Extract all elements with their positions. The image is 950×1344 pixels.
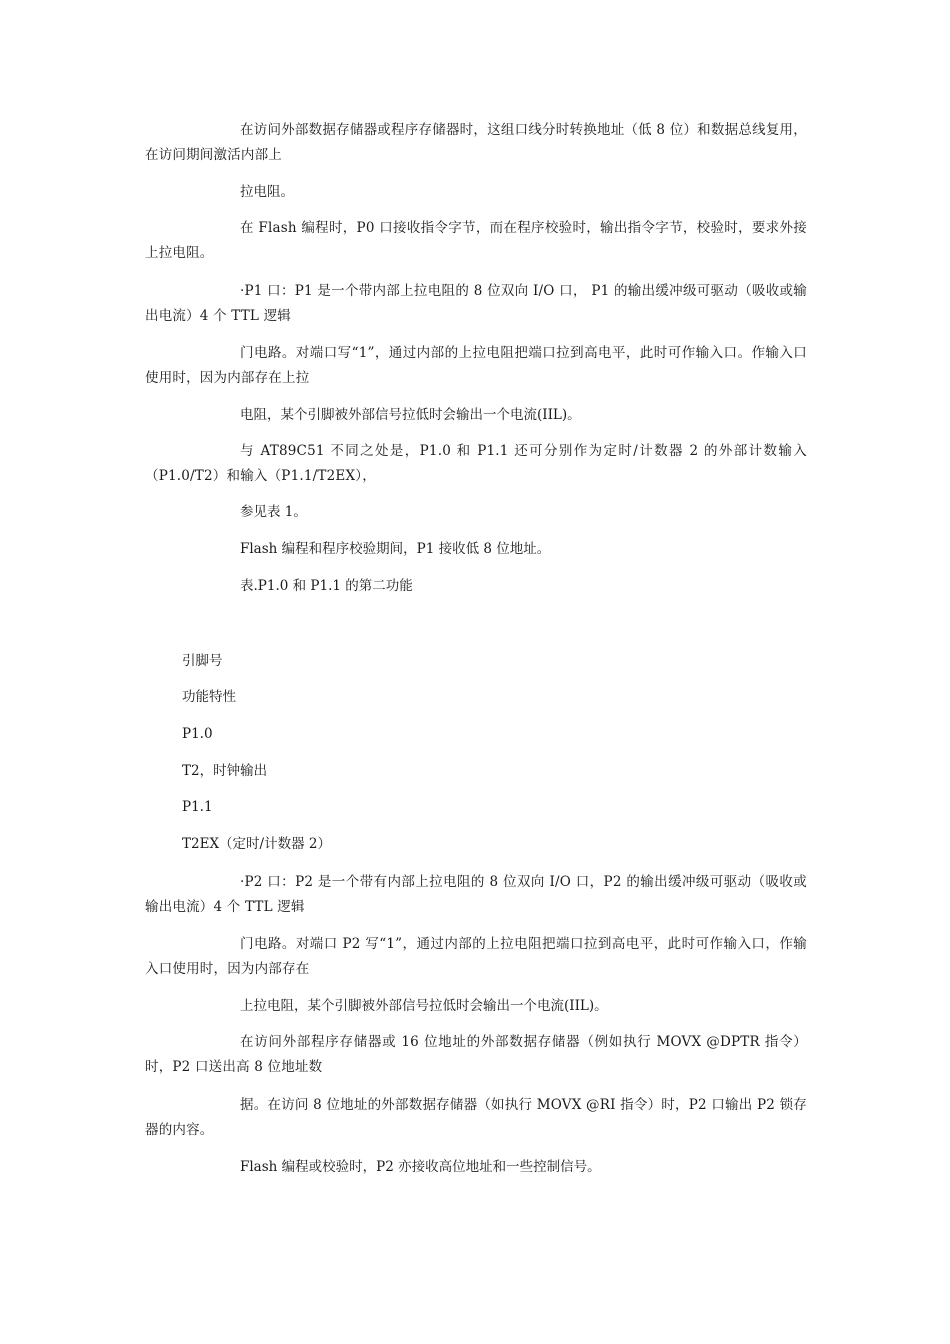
paragraph-p1-port: ·P1 口：P1 是一个带内部上拉电阻的 8 位双向 I/O 口， P1 的输出缓冲级可驱动（吸收或输出电流）4 个 TTL 逻辑 — [145, 283, 807, 324]
paragraph-at89c51-diff: 与 AT89C51 不同之处是，P1.0 和 P1.1 还可分别作为定时/计数器 2 的外部计数输入（P1.0/T2）和输入（P1.1/T2EX）， — [145, 443, 807, 484]
table-row1-function: T2，时钟输出 — [182, 763, 268, 779]
paragraph-flash-p0: 在 Flash 编程时，P0 口接收指令字节，而在程序校验时，输出指令字节，校验时，要求外接上拉电阻。 — [145, 220, 807, 261]
table-header-pin: 引脚号 — [182, 653, 223, 669]
paragraph-p2-port: ·P2 口：P2 是一个带有内部上拉电阻的 8 位双向 I/O 口，P2 的输出缓冲级可驱动（吸收或输出电流）4 个 TTL 逻辑 — [145, 874, 807, 915]
paragraph-p1-iil: 电阻，某个引脚被外部信号拉低时会输出一个电流(IIL)。 — [240, 407, 581, 423]
paragraph-p0-multiplex: 在访问外部数据存储器或程序存储器时，这组口线分时转换地址（低 8 位）和数据总线复用，在访问期间激活内部上 — [145, 122, 807, 163]
table-row2-function: T2EX（定时/计数器 2） — [182, 836, 331, 852]
paragraph-pullup: 拉电阻。 — [240, 184, 294, 200]
paragraph-flash-p1: Flash 编程和程序校验期间，P1 接收低 8 位地址。 — [240, 541, 551, 557]
table-header-function: 功能特性 — [182, 689, 236, 705]
paragraph-p1-gate: 门电路。对端口写“1”，通过内部的上拉电阻把端口拉到高电平，此时可作输入口。作输入口使用时，因为内部存在上拉 — [145, 345, 807, 386]
table-row1-pin: P1.0 — [182, 726, 213, 742]
table-row2-pin: P1.1 — [182, 799, 213, 815]
paragraph-p2-external-program: 在访问外部程序存储器或 16 位地址的外部数据存储器（例如执行 MOVX @DPTR 指令）时，P2 口送出高 8 位地址数 — [145, 1034, 807, 1075]
paragraph-flash-p2: Flash 编程或校验时，P2 亦接收高位地址和一些控制信号。 — [240, 1159, 601, 1175]
paragraph-p2-iil: 上拉电阻，某个引脚被外部信号拉低时会输出一个电流(IIL)。 — [240, 998, 608, 1014]
paragraph-p2-gate: 门电路。对端口 P2 写“1”，通过内部的上拉电阻把端口拉到高电平，此时可作输入口，作输入口使用时，因为内部存在 — [145, 936, 807, 977]
table-caption: 表.P1.0 和 P1.1 的第二功能 — [240, 578, 413, 594]
paragraph-p2-8bit-address: 据。在访问 8 位地址的外部数据存储器（如执行 MOVX @RI 指令）时，P2 口输出 P2 锁存器的内容。 — [145, 1097, 807, 1138]
paragraph-see-table: 参见表 1。 — [240, 504, 307, 520]
